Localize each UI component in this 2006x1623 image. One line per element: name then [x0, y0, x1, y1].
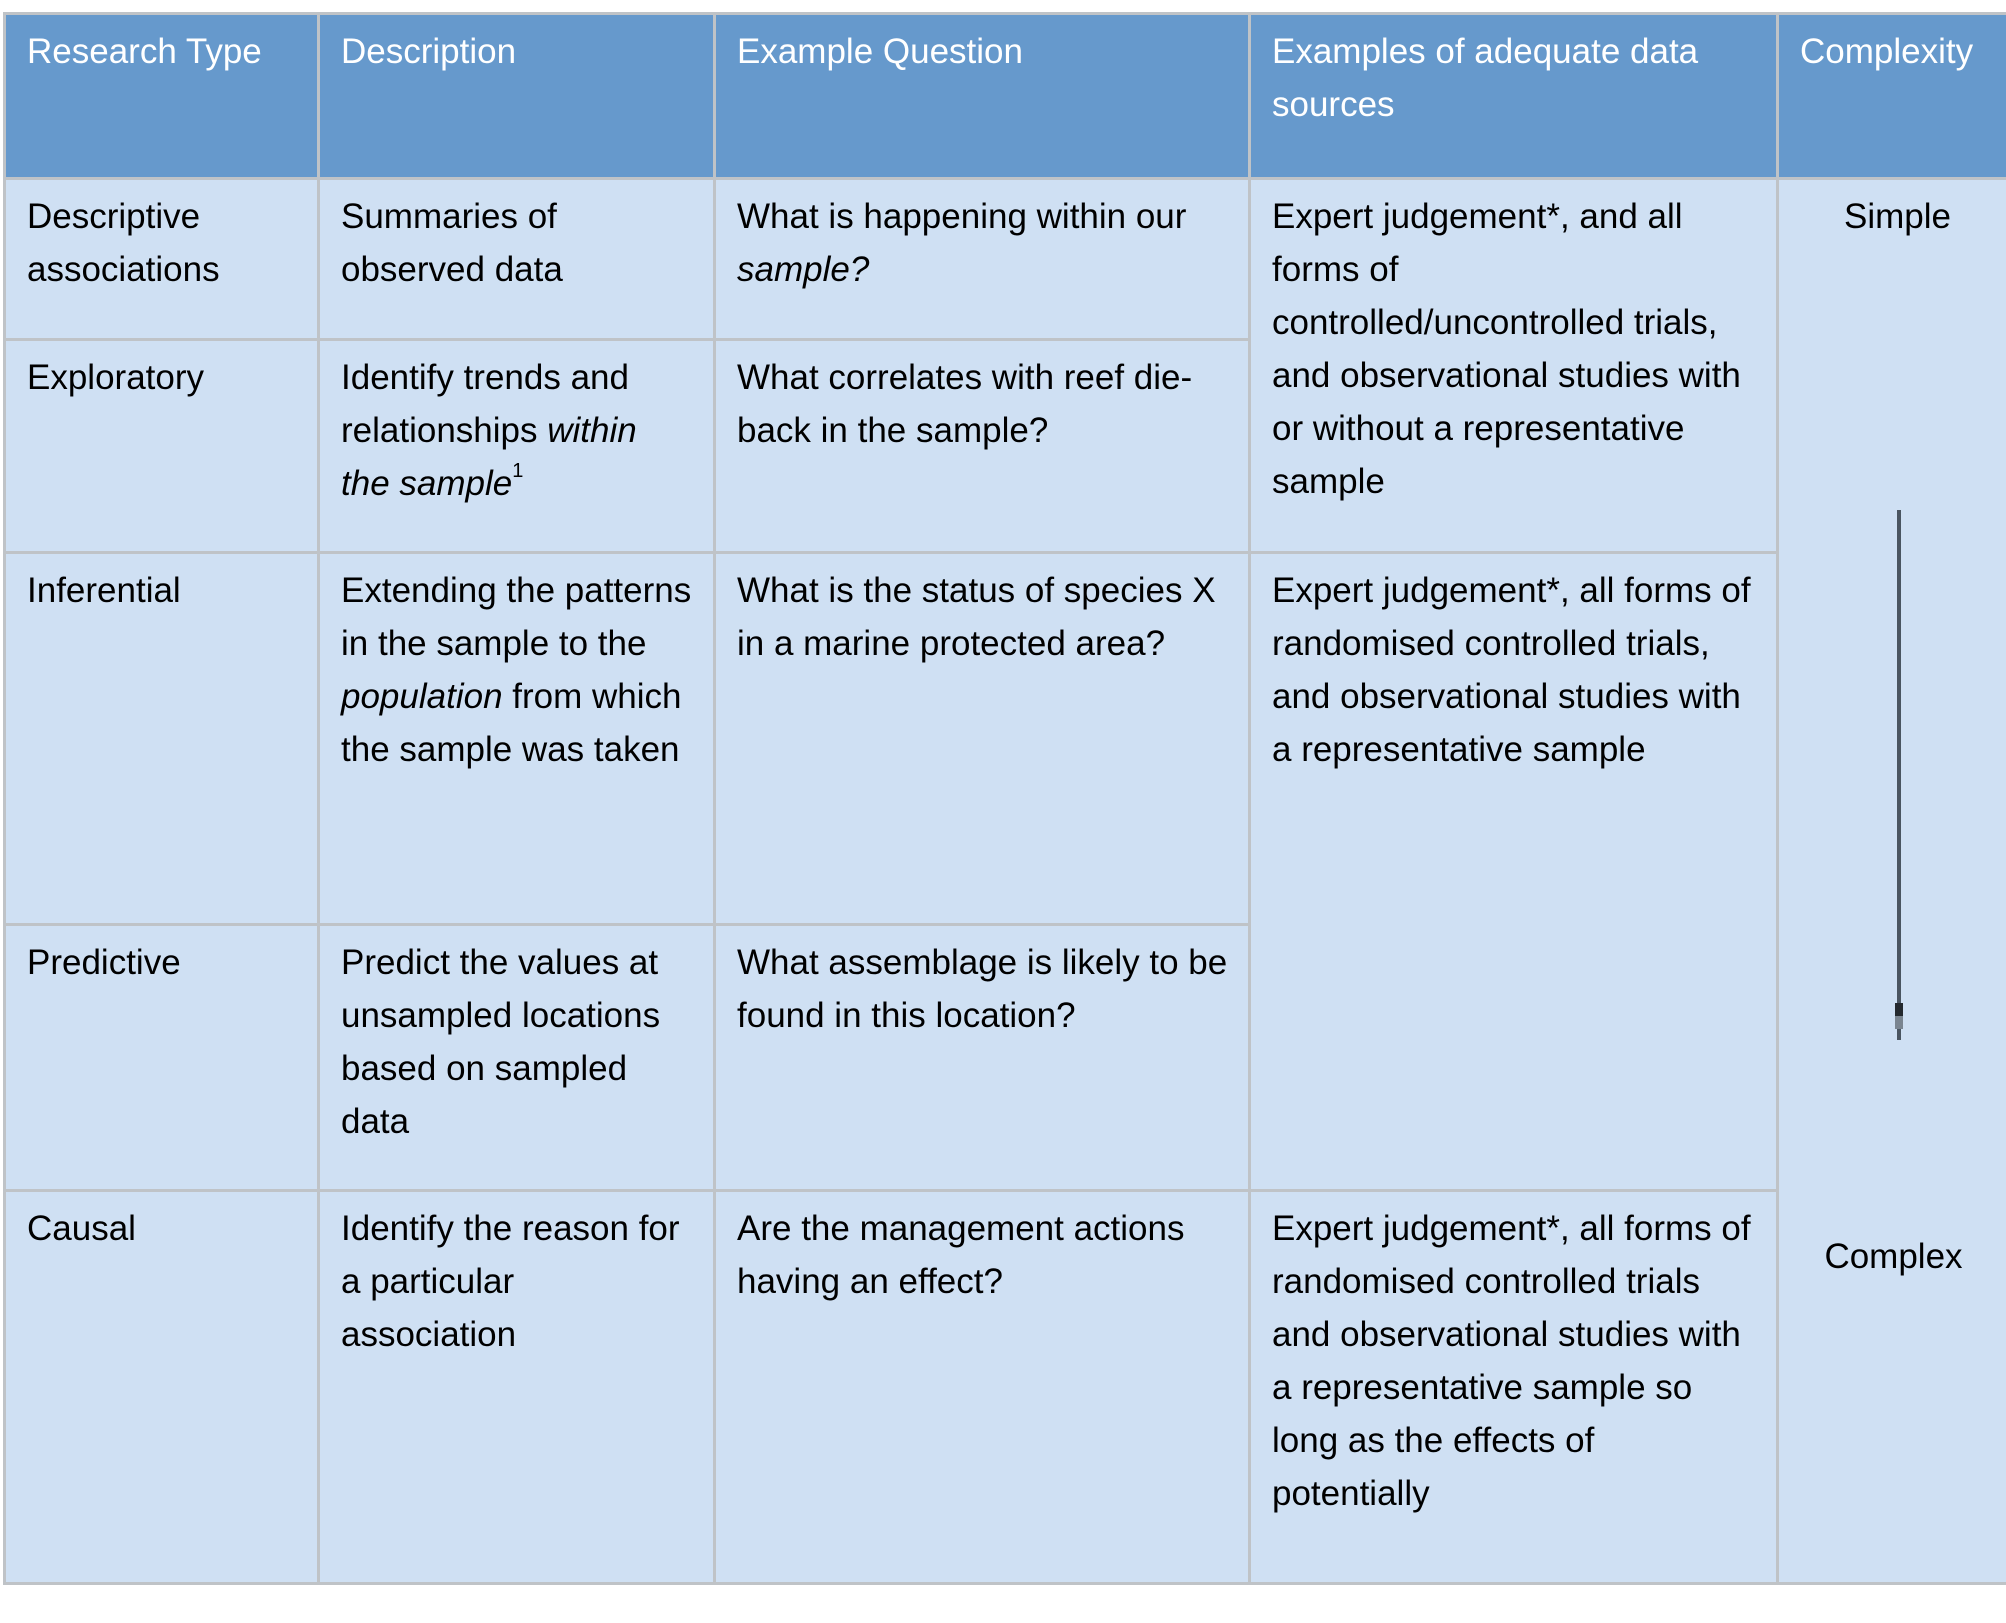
table-row [5, 1191, 2006, 1584]
complexity-simple-label: Simple [1844, 197, 1951, 236]
header-row [5, 14, 2006, 179]
cell-example-question: Are the management actions having an effect? [715, 1191, 1250, 1584]
cell-description: Summaries of observed data [319, 179, 715, 340]
description-text-suffix: from which the sample was taken [341, 677, 682, 769]
cell-research-type: Descriptive associations [5, 179, 319, 340]
table-row [5, 553, 2006, 925]
complexity-complex-label: Complex [1824, 1237, 1963, 1276]
description-italic-text: population [341, 677, 503, 716]
cell-research-type: Predictive [5, 925, 319, 1191]
cell-research-type: Exploratory [5, 340, 319, 553]
table-row [5, 179, 2006, 340]
header-research-type: Research Type [5, 14, 319, 179]
question-text: What is happening within our [737, 197, 1187, 236]
header-data-sources: Examples of adequate data sources [1250, 14, 1778, 179]
header-example-question: Example Question [715, 14, 1250, 179]
description-italic-text: within the sample [341, 411, 637, 503]
footnote-marker: 1 [512, 460, 524, 482]
header-complexity: Complexity [1778, 14, 2006, 179]
description-text: Extending the patterns in the sample to the [341, 571, 692, 663]
cell-example-question: What assemblage is likely to be found in this location? [715, 925, 1250, 1191]
header-description: Description [319, 14, 715, 179]
research-types-table [3, 12, 2006, 1585]
cell-description: Identify the reason for a particular association [319, 1191, 715, 1584]
cell-description [319, 553, 715, 925]
cell-example-question [715, 179, 1250, 340]
cell-data-sources: Expert judgement*, all forms of randomised controlled trials and observational studies with a representative sample so long as the effects of potentially [1250, 1191, 1778, 1584]
cell-research-type: Inferential [5, 553, 319, 925]
description-text: Identify trends and relationships [341, 358, 629, 450]
cell-data-sources: Expert judgement*, and all forms of controlled/uncontrolled trials, and observational studies with or without a representative sample [1250, 179, 1778, 553]
arrow-down-icon [1897, 510, 1901, 1040]
cell-data-sources: Expert judgement*, all forms of randomised controlled trials, and observational studies with a representative sample [1250, 553, 1778, 1191]
cell-description: Predict the values at unsampled locations based on sampled data [319, 925, 715, 1191]
cell-example-question: What correlates with reef die-back in the sample? [715, 340, 1250, 553]
research-types-table-container [3, 12, 2006, 1585]
cell-description [319, 340, 715, 553]
question-italic-text: sample? [737, 250, 870, 289]
arrow-head-icon [1895, 1003, 1903, 1029]
cell-research-type: Causal [5, 1191, 319, 1584]
cell-example-question: What is the status of species X in a marine protected area? [715, 553, 1250, 925]
cell-complexity-scale [1778, 179, 2006, 1584]
